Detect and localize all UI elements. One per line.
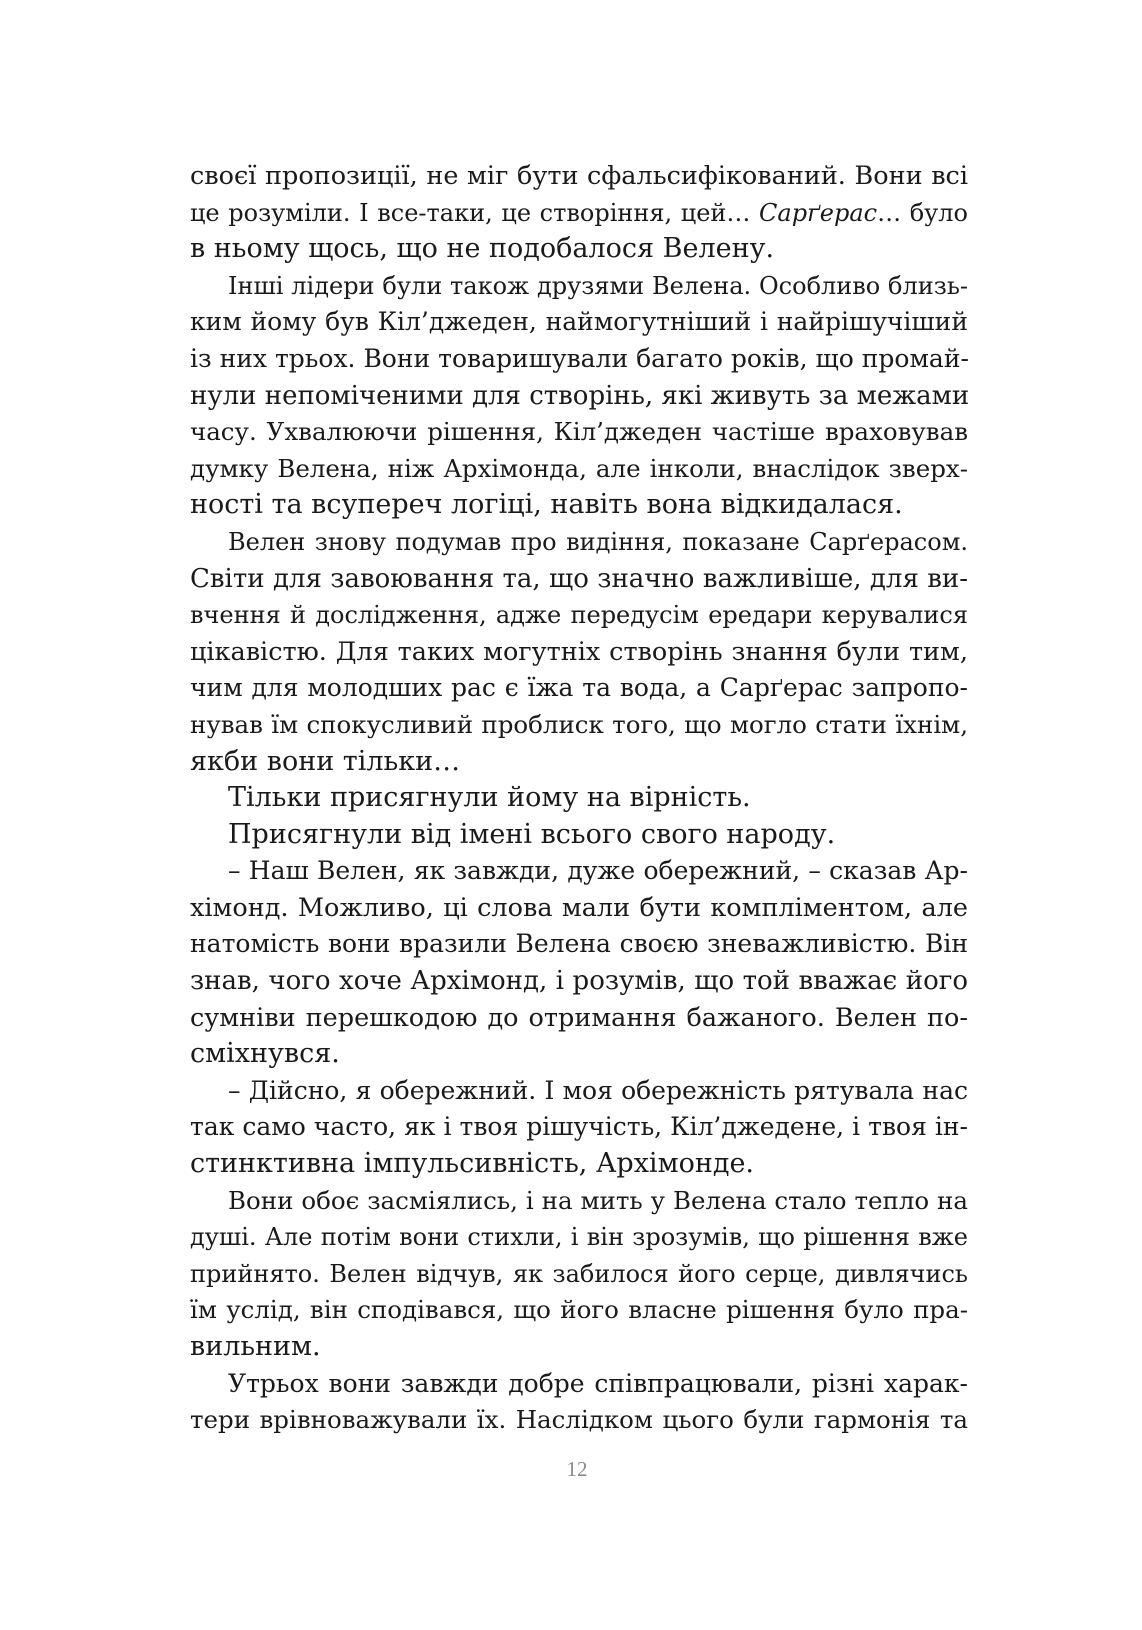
text-line: думку Велена, ніж Архімонда, але інколи, внаслідок зверх- [190,453,968,483]
text-line: – Наш Велен, як завжди, дуже обережний, – сказав Ар- [228,856,968,886]
text-line: часу. Ухвалюючи рішення, Кіл’джеден частіше враховував [190,417,968,447]
text-line: вчення й дослідження, адже передусім ередари керувалися [190,601,968,630]
page-number: 12 [566,1457,588,1481]
italic-name: Сарґерас [759,198,878,227]
text-line: чим для молодших рас є їжа та вода, а Сарґерас запропо- [190,673,968,703]
text-line: сумніви перешкодою до отримання бажаного. Велен по- [190,1002,968,1033]
text-line: ності та всупереч логіці, навіть вона відкидалася. [190,489,903,521]
text-line: так само часто, як і твоя рішучість, Кіл’джедене, і твоя ін- [190,1112,968,1142]
text-line: – Дійсно, я обережний. І моя обережність рятувала нас [228,1075,968,1105]
text-line: нував їм спокусливий проблиск того, що могло стати їхнім, [190,709,968,739]
text-line: їм услід, він сподівався, що його власне рішення було пра- [190,1295,968,1325]
text-line: якби вони тільки… [190,745,461,777]
text-line [190,195,968,232]
text-line: хімонд. Можливо, ці слова мали бути компліментом, але [190,892,968,923]
text-line: натомість вони вразили Велена своєю зневажливістю. Він [190,929,968,959]
text-line: ким йому був Кіл’джеден, наймогутніший і найрішучіший [190,307,968,337]
text-line: стинктивна імпульсивність, Архімонде. [190,1148,755,1180]
text-line: Присягнули від імені всього свого народу. [228,818,836,850]
text-line: знав, чого хоче Архімонд, і розумів, що той вважає його [190,966,968,997]
text-line: Інші лідери були також друзями Велена. Особливо близь- [228,271,968,300]
book-page-body [190,158,968,1439]
text-line: прийнято. Велен відчув, як забилося його серце, дивлячись [190,1259,968,1288]
text-line-segment: це розуміли. І все-таки, це створіння, цей… [190,198,760,227]
text-line: Велен знову подумав про видіння, показане Сарґерасом. [228,527,968,556]
text-line: цікавістю. Для таких могутніх створінь знання були тим, [190,636,968,667]
text-line: із них трьох. Вони товаришували багато років, що промай- [190,343,969,373]
text-line: своєї пропозиції, не міг бути сфальсифікований. Вони всі [190,161,968,191]
text-line: Тільки присягнули йому на вірність. [228,782,751,814]
text-line: тери врівноважували їх. Наслідком цього були гармонія та [190,1405,968,1435]
text-line-segment: … було [877,198,968,227]
text-line: Вони обоє засміялись, і на мить у Велена стало тепло на [228,1185,968,1215]
text-line: в ньому щось, що не подобалося Велену. [190,233,775,265]
text-line: нули непоміченими для створінь, які живуть за межами [190,380,970,411]
text-line: душі. Але потім вони стихли, і він зрозумів, що рішення вже [190,1223,968,1252]
text-line: Утрьох вони завжди добре співпрацювали, різні харак- [228,1368,968,1398]
text-line: вильним. [190,1331,321,1362]
text-line: сміхнувся. [190,1038,340,1070]
text-line: Світи для завоювання та, що значно важливіше, для ви- [190,563,968,594]
